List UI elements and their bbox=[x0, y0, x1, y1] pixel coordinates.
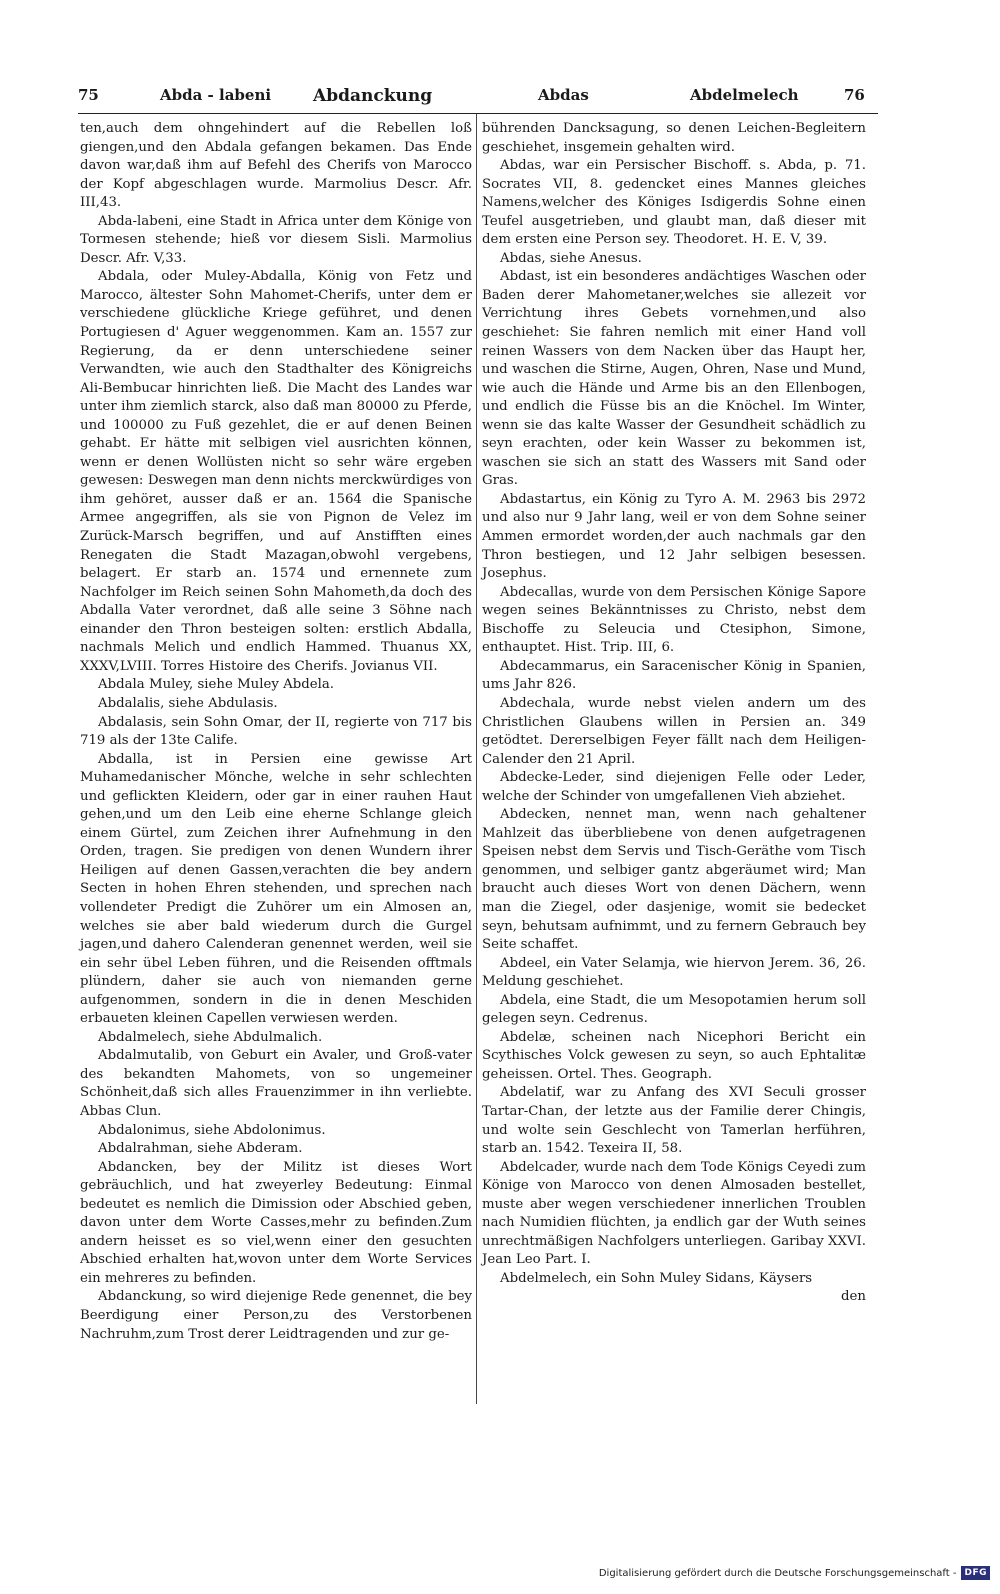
entry-abdalalis: Abdalalis, siehe Abdulasis. bbox=[98, 695, 278, 711]
entry-abdecken: Abdecken, nennet man, wenn nach gehaltener Mahlzeit das überbliebene von denen aufgetragenen Speisen nebst dem Servis und Tisch-Geräthe vom Tisch genommen, und selbiger gantz abgeräumet wird; Man braucht auch dieses Wort von denen Dächern, wenn man die Ziegel, oder dasjenige, womit sie bedecket seyn, behutsam aufnimmt, und zu fernern Gebrauch bey Seite schaffet. bbox=[482, 807, 866, 953]
entry-abdalmelech: Abdalmelech, siehe Abdulmalich. bbox=[98, 1029, 323, 1045]
entry-abdalrahman: Abdalrahman, siehe Abderam. bbox=[98, 1141, 303, 1157]
entry-abdas: Abdas, war ein Persischer Bischoff. s. Abda, p. 71. Socrates VII, 8. gedencket eines Mannes gleiches Namens,welcher des Königes Isdigerdis Sohne einen Teufel ausgetrieben, und glaubt man, daß dieser mit dem ersten eine Person sey. Theodoret. H. E. V, 39. bbox=[482, 158, 866, 248]
catchword: den bbox=[841, 1289, 866, 1305]
entry-abdelcader: Abdelcader, wurde nach dem Tode Königs Ceyedi zum Könige von Marocco von denen Almosaden bestellet, muste aber wegen verschiedener innerlichen Troublen nach Numidien flüchten, ja endlich gar der Wuth seines unrechtmäßigen Nachfolgers unterliegen. Garibay XXVI. Jean Leo Part. I. bbox=[482, 1159, 866, 1268]
left-column bbox=[80, 120, 472, 1344]
page-number-right: 76 bbox=[844, 86, 865, 104]
entry-abdelmelech: Abdelmelech, ein Sohn Muley Sidans, Käysers bbox=[500, 1270, 813, 1286]
entry-abdala-muley: Abdala Muley, siehe Muley Abdela. bbox=[98, 677, 335, 693]
column-divider bbox=[476, 114, 477, 1404]
entry-abdastartus: Abdastartus, ein König zu Tyro A. M. 2963 bis 2972 und also nur 9 Jahr lang, weil er von dem Sohne seiner Ammen ermordet worden,der auch nachmals gar den Thron bestiegen, und 12 Jahr selbigen besessen. Josephus. bbox=[482, 491, 866, 582]
entry-abdalmutalib: Abdalmutalib, von Geburt ein Avaler, und Groß-vater des bekandten Mahomets, von so ungemeiner Schönheit,daß sich alles Frauenzimmer in ihn verliebte. Abbas Clun. bbox=[80, 1048, 472, 1119]
entry-abdela: Abdela, eine Stadt, die um Mesopotamien herum soll gelegen seyn. Cedrenus. bbox=[482, 992, 866, 1027]
entry-abdecke-leder: Abdecke-Leder, sind diejenigen Felle oder Leder, welche der Schinder von umgefallenen Vieh abziehet. bbox=[482, 770, 866, 804]
entry-abdast: Abdast, ist ein besonderes andächtiges Waschen oder Baden derer Mahometaner,welches sie allezeit vor Verrichtung ihres Gebets vornehmen,und also geschiehet: Sie fahren nemlich mit einer Hand voll reinen Wassers von dem Nacken über das Haupt her, und waschen die Stirne, Augen, Ohren, Nase und Mund, wie auch die Hände und Arme bis an den Ellenbogen, und endlich die Füsse bis an die Knöchel. Im Winter, wenn sie das kalte Wasser der Gesundheit schädlich zu seyn erachten, oder kein Wasser zu bekommen ist, waschen sie sich an statt des Wassers mit Sand oder Gras. bbox=[482, 269, 866, 489]
entry-abdanckung: Abdanckung, so wird diejenige Rede genennet, die bey Beerdigung einer Person,zu des Verstorbenen Nachruhm,zum Trost derer Leidtragenden und zur ge- bbox=[80, 1289, 472, 1342]
entry-abdelae: Abdelæ, scheinen nach Nicephori Bericht ein Scythisches Volck gewesen zu seyn, so auch Ephtalitæ geheissen. Ortel. Thes. Geograph. bbox=[482, 1029, 866, 1082]
entry-abdancken: Abdancken, bey der Militz ist dieses Wort gebräuchlich, und hat zweyerley Bedeutung: Einmal bedeutet es nemlich die Dimission oder Abschied geben, davon unter dem Worte Casses,mehr zu befinden.Zum andern heisset es so viel,wenn einer den gesuchten Abschied erhalten hat,wovon unter dem Worte Services ein mehreres zu befinden. bbox=[80, 1159, 472, 1286]
entry-abda-labeni: Abda-labeni, eine Stadt in Africa unter dem Könige von Tormesen stehende; hieß vor diesem Sisli. Marmolius Descr. Afr. V,33. bbox=[80, 213, 472, 266]
header-rule bbox=[78, 113, 878, 114]
entry-abdalonimus: Abdalonimus, siehe Abdolonimus. bbox=[98, 1122, 326, 1138]
entry-continuation: ten,auch dem ohngehindert auf die Rebellen loß giengen,und den Abdala gefangen bekamen. Das Ende davon war,daß ihm auf Befehl des Cherifs von Marocco der Kopf abgeschlagen wurde. Marmolius Descr. Afr. III,43. bbox=[80, 121, 472, 211]
entry-continuation: bührenden Dancksagung, so denen Leichen-Begleitern geschiehet, insgemein gehalten wird. bbox=[482, 121, 866, 155]
entry-abdelatif: Abdelatif, war zu Anfang des XVI Seculi grosser Tartar-Chan, der letzte aus der Familie derer Chingis, und wolte sein Geschlecht von Tamerlan herführen, starb an. 1542. Texeira II, 58. bbox=[482, 1085, 866, 1157]
entry-abdalla: Abdalla, ist in Persien eine gewisse Art Muhamedanischer Mönche, welche in sehr schlechten und geflickten Kleidern, oder gar in einer rauhen Haut gehen,und um den Leib eine eherne Schlange gleich einem Gürtel, zum Zeichen ihrer Aufnehmung in den Orden, tragen. Sie predigen von denen Wundern ihrer Heiligen auf denen Gassen,verachten die bey andern Secten in hohen Ehren stehenden, und sprechen nach vollendeter Predigt die Zuhörer um ein Almosen an, welches sie aber bald wiederum durch die Gurgel jagen,und dahero Calenderan genennet werden, weil sie ein sehr übel Leben führen, und die Reisenden offtmals plündern, daher sie auch von niemanden gerne aufgenommen, sondern in die in denen Meschiden erbaueten kleinen Capellen verwiesen werden. bbox=[80, 751, 472, 1027]
entry-abdas-anesus: Abdas, siehe Anesus. bbox=[500, 250, 642, 266]
header-keyword-left: Abda - labeni bbox=[160, 86, 272, 104]
entry-abdala: Abdala, oder Muley-Abdalla, König von Fetz und Marocco, ältester Sohn Mahomet-Cherifs, unter dem er verschiedene glückliche Kriege geführet, und denen Portugiesen d' Aguer weggenommen. Kam an. 1557 zur Regierung, da er denn unterschiedene seiner Verwandten, wie auch den Stadthalter des Königreichs Ali-Bembucar hinrichten ließ. Die Macht des Landes war unter ihm ziemlich starck, also daß man 80000 zu Pferde, und 100000 zu Fuß gezehlet, die er auf denen Beinen gehabt. Er hätte mit selbigen viel ausrichten können, wenn er denen Wollüsten nicht so sehr wäre ergeben gewesen: Deswegen man denn nichts merckwürdiges von ihm gehöret, ausser daß er an. 1564 die Spanische Armee angegriffen, als sie von Pignon de Velez im Zurück-Marsch begriffen, und auf Anstifften eines Renegaten die Stadt Mazagan,obwohl vergebens, belagert. Er starb an. 1574 und ernennete zum Nachfolger im Reich seinen Sohn Mahometh,da doch des Abdalla Vater verordnet, daß alle seine 3 Söhne nach einander den Thron besteigen solten: erstlich Abdalla, nachmals Melich und endlich Hammed. Thuanus XX, XXXV,LVIII. Torres Histoire des Cherifs. Jovianus VII. bbox=[80, 269, 472, 674]
entry-abdecallas: Abdecallas, wurde von dem Persischen Könige Sapore wegen seines Bekänntnisses zu Christo, nebst dem Bischoffe zu Seleucia und Ctesiphon, Simone, enthauptet. Hist. Trip. III, 6. bbox=[482, 584, 866, 656]
header-keyword-right-1: Abdas bbox=[538, 86, 589, 104]
entry-abdalasis: Abdalasis, sein Sohn Omar, der II, regierte von 717 bis 719 als der 13te Calife. bbox=[80, 714, 472, 749]
footer-credit: Digitalisierung gefördert durch die Deutsche Forschungsgemeinschaft - bbox=[598, 1567, 957, 1579]
header-keyword-center: Abdanckung bbox=[313, 86, 433, 106]
right-column bbox=[482, 120, 866, 1307]
header-keyword-right-2: Abdelmelech bbox=[690, 86, 799, 104]
entry-abdecammarus: Abdecammarus, ein Saracenischer König in Spanien, ums Jahr 826. bbox=[482, 658, 866, 693]
entry-abdeel: Abdeel, ein Vater Selamja, wie hiervon Jerem. 36, 26. Meldung geschiehet. bbox=[482, 955, 866, 990]
page-number-left: 75 bbox=[78, 86, 99, 104]
dfg-logo: DFG bbox=[961, 1566, 990, 1580]
entry-abdechala: Abdechala, wurde nebst vielen andern um des Christlichen Glaubens willen in Persien an. 349 getödtet. Dererselbigen Feyer fällt nach dem Heiligen-Calender den 21 April. bbox=[482, 695, 866, 767]
running-header bbox=[78, 86, 878, 112]
digitization-footer bbox=[599, 1566, 990, 1580]
